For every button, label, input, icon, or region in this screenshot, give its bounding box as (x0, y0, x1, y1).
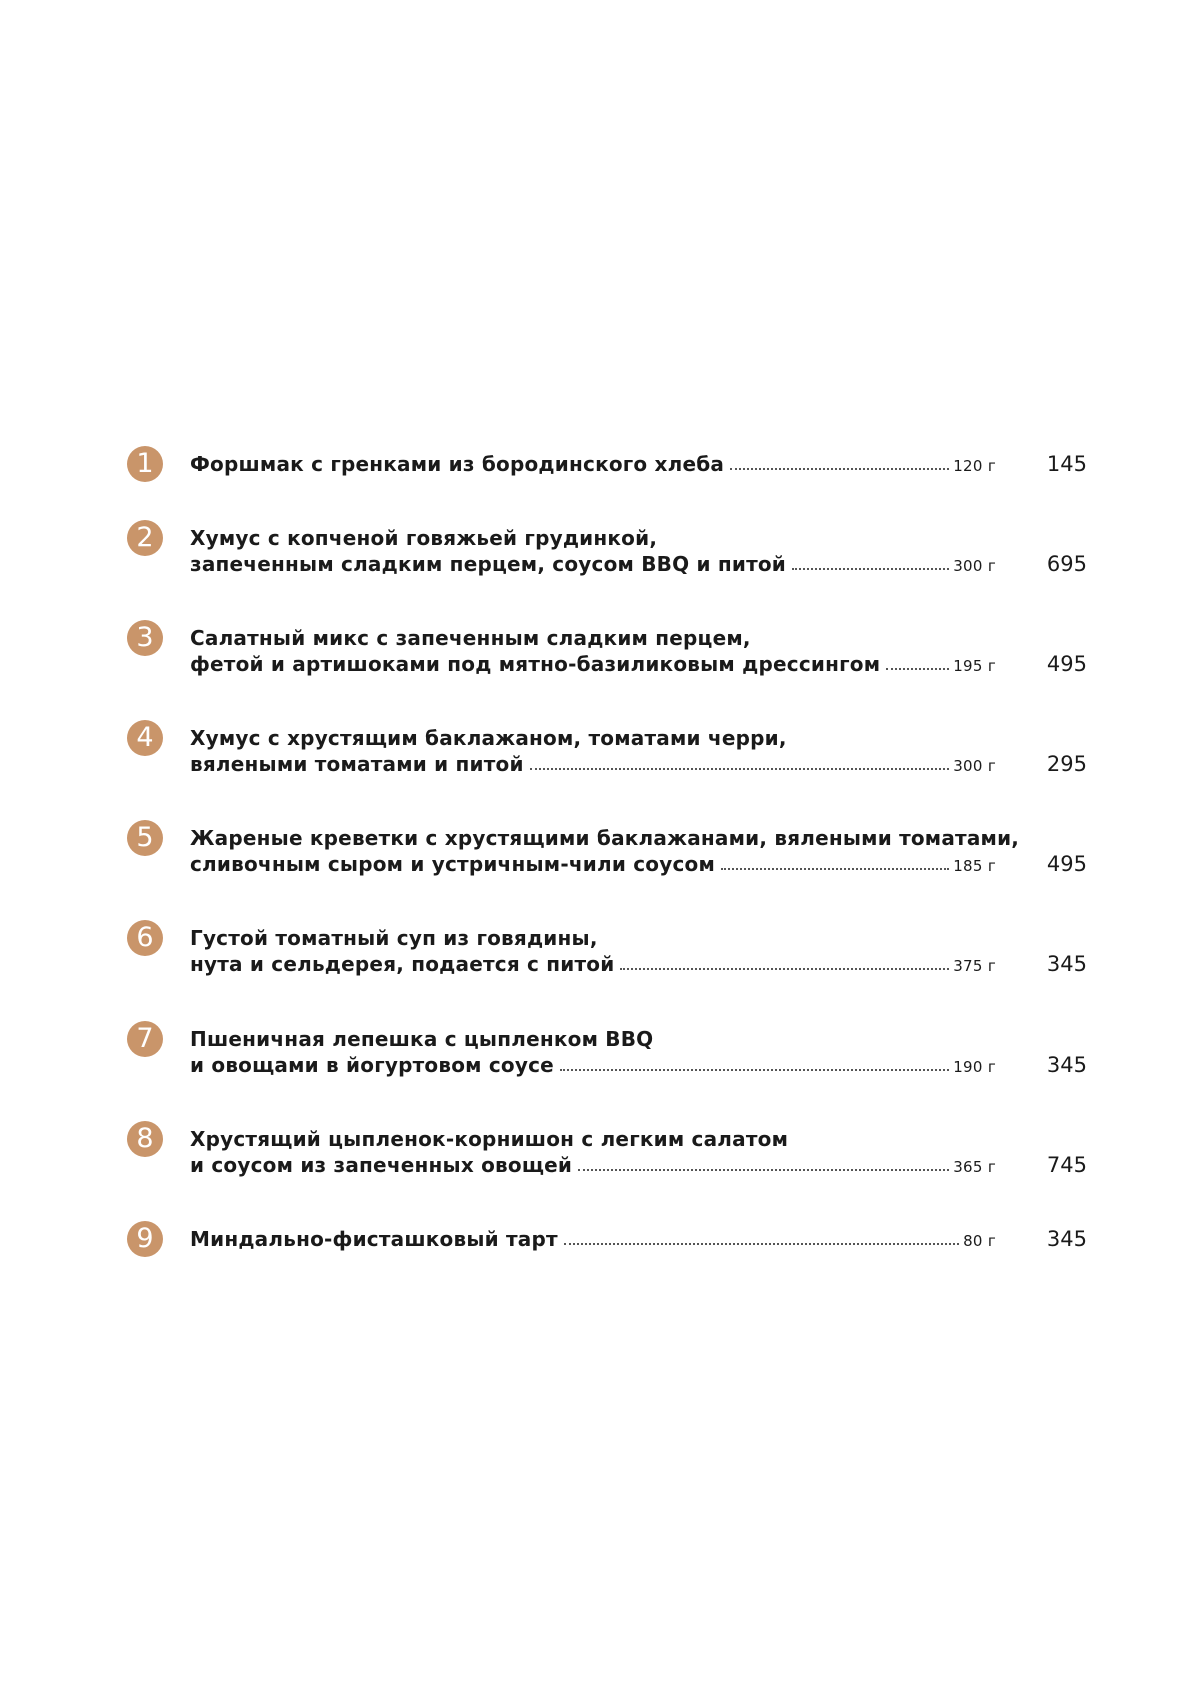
item-number-badge: 5 (127, 820, 163, 856)
item-weight: 190 г (953, 1058, 996, 1076)
item-description (190, 1226, 996, 1254)
item-weight: 300 г (953, 757, 996, 775)
item-name-line (190, 651, 996, 679)
item-price: 345 (1046, 1053, 1087, 1077)
item-price: 345 (1046, 1227, 1087, 1251)
dot-leader (560, 1054, 949, 1072)
dot-leader (620, 953, 949, 971)
item-name: нута и сельдерея, подается с питой (190, 952, 615, 976)
item-name-line (190, 1052, 996, 1080)
item-weight: 195 г (953, 657, 996, 675)
item-name-line: Хумус с хрустящим баклажаном, томатами черри, (190, 726, 787, 750)
item-weight: 80 г (963, 1232, 996, 1250)
item-description (190, 1026, 996, 1080)
item-name-line: Пшеничная лепешка с цыпленком BBQ (190, 1027, 654, 1051)
item-name-line: Жареные креветки с хрустящими баклажанами, вялеными томатами, (190, 826, 1020, 850)
item-description (190, 625, 996, 679)
item-name-line (190, 1152, 996, 1180)
item-name: сливочным сыром и устричным-чили соусом (190, 852, 715, 876)
item-description (190, 1126, 996, 1180)
item-weight: 120 г (953, 457, 996, 475)
item-price: 495 (1046, 852, 1087, 876)
item-price: 495 (1046, 652, 1087, 676)
item-weight: 365 г (953, 1158, 996, 1176)
item-weight: 300 г (953, 557, 996, 575)
dot-leader (730, 453, 949, 471)
item-name: фетой и артишоками под мятно-базиликовым дрессингом (190, 652, 881, 676)
item-name-line (190, 851, 996, 879)
item-name-line: Хрустящий цыпленок-корнишон с легким салатом (190, 1127, 789, 1151)
item-weight: 185 г (953, 857, 996, 875)
item-name-line (190, 951, 996, 979)
item-name: Миндально-фисташковый тарт (190, 1227, 558, 1251)
dot-leader (564, 1228, 959, 1246)
item-name-line: Салатный микс с запеченным сладким перцем, (190, 626, 751, 650)
item-name-line: Густой томатный суп из говядины, (190, 926, 598, 950)
dot-leader (721, 853, 949, 871)
item-name: и овощами в йогуртовом соусе (190, 1053, 554, 1077)
item-number-badge: 9 (127, 1221, 163, 1257)
item-description (190, 451, 996, 479)
item-price: 745 (1046, 1153, 1087, 1177)
item-number-badge: 3 (127, 620, 163, 656)
dot-leader (886, 653, 949, 671)
item-number-badge: 6 (127, 920, 163, 956)
item-price: 695 (1046, 552, 1087, 576)
item-description (190, 825, 1020, 879)
item-description (190, 925, 996, 979)
item-number-badge: 1 (127, 446, 163, 482)
item-name-line (190, 451, 996, 479)
item-price: 345 (1046, 952, 1087, 976)
item-description (190, 725, 996, 779)
dot-leader (530, 753, 950, 771)
item-number-badge: 8 (127, 1121, 163, 1157)
item-weight: 375 г (953, 957, 996, 975)
item-name: вялеными томатами и питой (190, 752, 524, 776)
item-name-line: Хумус с копченой говяжьей грудинкой, (190, 526, 658, 550)
item-number-badge: 4 (127, 720, 163, 756)
item-name-line (190, 551, 996, 579)
item-price: 145 (1046, 452, 1087, 476)
item-name: Форшмак с гренками из бородинского хлеба (190, 452, 725, 476)
item-number-badge: 7 (127, 1021, 163, 1057)
dot-leader (578, 1154, 949, 1172)
item-name: и соусом из запеченных овощей (190, 1153, 573, 1177)
item-name-line (190, 1226, 996, 1254)
item-number-badge: 2 (127, 520, 163, 556)
item-name-line (190, 751, 996, 779)
item-description (190, 525, 996, 579)
item-price: 295 (1046, 752, 1087, 776)
item-name: запеченным сладким перцем, соусом BBQ и питой (190, 552, 787, 576)
dot-leader (792, 553, 949, 571)
